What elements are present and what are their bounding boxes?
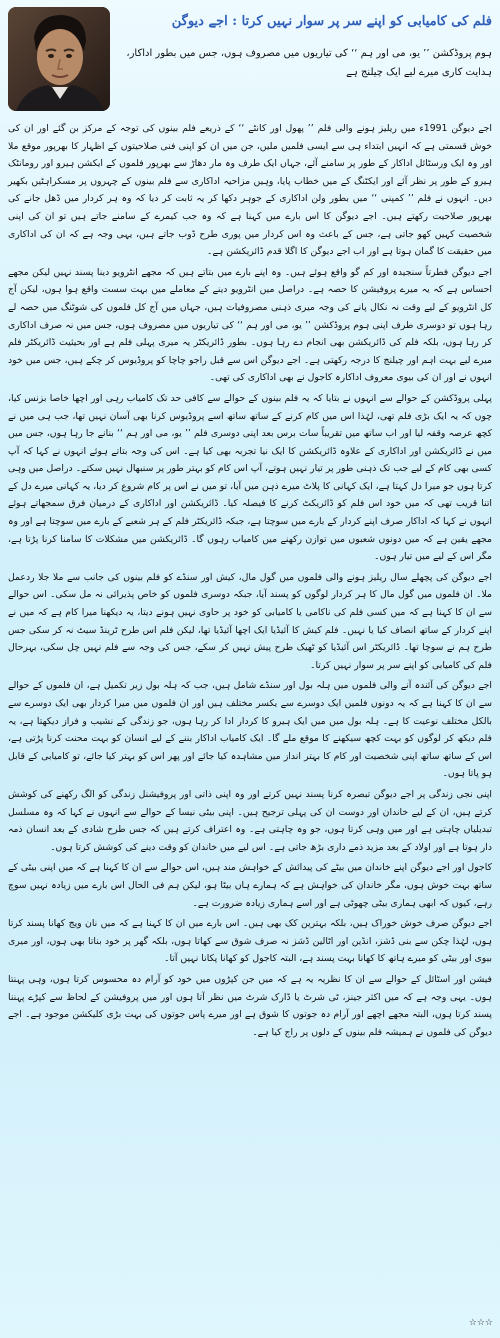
paragraph: اجے دیوگن کی پچھلے سال ریلیز ہونے والی فلموں میں گول مال، کیش اور سنڈے کو فلم بینوں کی جانب سے ملا جلا ردعمل ملا۔ ان فلموں میں گول مال کا ہر کردار لوگوں کو پسند آیا، جبکہ دوسری فلموں کو خاص پذیرائی نہ مل سکی۔ اس حوالے سے ان کا کہنا ہے کہ میں کسی فلم کی ناکامی یا کامیابی کو خود پر حاوی نہیں ہونے دیتا، یہ دیکھنا میرا کام ہے کہ میں نے اپنے کردار کے ساتھ انصاف کیا یا نہیں۔ فلم کیش کا آئیڈیا ایک اچھا آئیڈیا تھا، لیکن فلم اس طرح ٹرینڈ سیٹ نہ کر سکی جس طرح ہم نے سوچا تھا۔ ڈائریکٹر اس آئیڈیا کو ٹھیک طرح پیش نہیں کر سکے، جس کی وجہ سے فلم نہیں چل سکی، بہرحال فلم کی کامیابی کو اپنے سر پر سوار نہیں کرتا۔: [8, 571, 492, 671]
paragraph: فیشن اور اسٹائل کے حوالے سے ان کا نظریہ یہ ہے کہ میں جن کپڑوں میں خود کو آرام دہ محسوس کرتا ہوں، وہی پہنتا ہوں۔ یہی وجہ ہے کہ میں اکثر جینز، ٹی شرٹ یا ڈارک شرٹ میں نظر آتا ہوں اور میں پروفیشن کے لحاظ سے کپڑے پہننا پسند کرتا ہوں، البتہ مجھے اچھے اور آرام دہ جوتوں کا شوق ہے اور میرے پاس جوتوں کی بہت بڑی کلیکشن موجود ہے۔ اجے دیوگن کی فلموں نے ہمیشہ فلم بینوں کے دلوں پر راج کیا ہے۔: [8, 973, 492, 1038]
portrait-illustration: [8, 7, 110, 111]
paragraph: اپنی نجی زندگی پر اجے دیوگن تبصرہ کرنا پسند نہیں کرتے اور وہ اپنی ذاتی اور پروفیشنل زندگی کو الگ رکھنے کی کوشش کرتے ہیں، ان کے لیے خاندان اور دوست ان کی پہلی ترجیح ہیں۔ اپنی بیٹی نیسا کے حوالے سے انہوں نے کہا کہ وہ مسلسل تبدیلیاں چاہتی ہے اور میں وہی کرتا ہوں، جو وہ چاہتی ہے۔ وہ اعتراف کرتے ہیں کہ جس طرح شادی کے بعد انسان ذمہ دار ہوتا ہے اور اولاد کے بعد مزید ذمے داری بڑھ جاتی ہے۔ اس لیے میں خاندان کو وقت دینے کی کوشش کرتا ہوں۔: [8, 788, 492, 853]
article-title: فلم کی کامیابی کو اپنے سر پر سوار نہیں کرتا : اجے دیوگن: [171, 14, 492, 29]
portrait-photo: [8, 7, 110, 111]
paragraph: اجے دیوگن کی آئندہ آنے والی فلموں میں ہلہ بول اور سنڈے شامل ہیں، جب کہ ہلہ بول زیر تکمیل ہے، ان فلموں کے حوالے سے ان کا کہنا ہے کہ یہ دونوں فلمیں ایک دوسرے سے یکسر مختلف ہیں اور ان فلموں میں میرا کردار بھی ایک دوسرے سے بالکل مختلف نوعیت کا ہے۔ ہلہ بول میں میں ایک ہیرو کا کردار ادا کر رہا ہوں، جو زندگی کے نشیب و فراز دیکھتا ہے، یہ فلم دیکھ کر لوگوں کو بہت کچھ سیکھنے کا موقع ملے گا۔ ایک کامیاب اداکار بننے کے لیے انسان کو بہت محنت کرنا پڑتی ہے، اس کے ساتھ ساتھ اپنی شخصیت اور کام کا بہتر انداز میں مشاہدہ کیا جائے اور پھر اس کو بہتر کیا جائے، تو کامیابی کے قابل ہو پاتا ہوں۔: [8, 680, 492, 780]
paragraph: اجے دیوگن 1991ء میں ریلیز ہونے والی فلم ’’ پھول اور کانٹے ‘‘ کے ذریعے فلم بینوں کی توجہ کے مرکز بن گئے اور ان کی خوش قسمتی ہے کہ انہیں ابتداء ہی سے ایسی فلمیں ملیں، جن میں ان کو اپنی فنی صلاحیتوں کے اظہار کا بھرپور موقع ملا اور وہ ایک ورسٹائل اداکار کے طور پر سامنے آئے، جہاں ایک طرف وہ مار دھاڑ سے بھرپور فلموں کے ایکشن ہیرو اور رومانٹک ہیرو کے طور پر نظر آئے اور ایکٹنگ کے میں خطاب پایا، وہیں مزاحیہ اداکاری سے فلم بینوں کے چہروں پر مسکراہٹیں بکھیر دیں۔ انہوں نے فلم ’’ کمپنی ‘‘ میں بطور ولن اداکاری کے جوہر دکھا کر یہ ثابت کر دیا کہ وہ ہر کردار میں ڈھل جانے کی بھرپور صلاحیت رکھتے ہیں۔ اجے دیوگن کا اس بارے میں کہنا ہے کہ وہ جب کیمرے کے سامنے جاتے ہیں تو ان کی اپنی شخصیت کہیں کھو جاتی ہے، جس کے باعث وہ اس کردار میں پوری طرح ڈوب جاتے ہیں، یہی وجہ ہے کہ ان کی اداکاری میں حقیقت کا گمان ہوتا ہے اور اب اجے دیوگن کا اگلا قدم ڈائریکشن ہے۔: [8, 123, 492, 258]
article-body: [8, 120, 492, 1044]
end-mark: ☆☆☆: [468, 1318, 493, 1328]
paragraph: اجے دیوگن صرف خوش خوراک ہیں، بلکہ بہترین کک بھی ہیں۔ اس بارے میں ان کا کہنا ہے کہ میں نان ویج کھانا پسند کرتا ہوں، لہٰذا چکن سے بنی ڈشز، انڈین اور اٹالین ڈشز نہ صرف شوق سے کھاتا ہوں، بلکہ گھر پر خود بناتا بھی ہوں، اور میری بیوی اور بیٹی کو میرے ہاتھ کا کھانا بہت پسند ہے، البتہ کاجول کو کھانا پکانا نہیں آتا۔: [8, 918, 492, 965]
paragraph: پہلی پروڈکشن کے حوالے سے انہوں نے بتایا کہ یہ فلم بینوں کے حوالے سے کافی حد تک کامیاب رہی اور اچھا خاصا بزنس کیا، چوں کہ یہ ایک بڑی فلم تھی، لہٰذا اس میں کام کرنے کے ساتھ ساتھ اسے پروڈیوس کرنا بھی آسان نہیں تھا، جب ہی میں نے کچھ عرصہ وقفہ لیا اور اب ساتھ میں تقریباً سات برس بعد اپنی دوسری فلم ’’ یو، می اور ہم ‘‘ بنانے جا رہا ہوں، جس میں میں نے ڈائریکشن اور اداکاری کے علاوہ ڈائریکشن کا ایک نیا تجربہ بھی کیا ہے۔ اس کی وجہ بتاتے ہوئے انہوں نے کہا کہ آپ کسی بھی کام کے لیے جب تک ذہنی طور پر تیار نہیں ہوتے، آپ اس کام کو بہتر طور پر سنبھال نہیں سکتے۔ دراصل میں وہی کرتا ہوں جو میرا دل کہتا ہے، ایک کہانی کا پلاٹ میرے ذہن میں آیا، تو میں نے اس پر کام شروع کر دیا، یہ کہانی میرے دل کے اتنا قریب تھی کہ میں خود اس فلم کو ڈائریکٹ کرنے کا فیصلہ کیا۔ ڈائریکشن اور اداکاری کے درمیان فرق سمجھاتے ہوئے انہوں نے کہا کہ اداکار صرف اپنے کردار کے بارے میں سوچتا ہے، جبکہ ڈائریکٹر فلم کے ہر شعبے کے بارے میں سوچتا ہے اور وہ مجھے یقین ہے کہ میں دونوں شعبوں میں توازن رکھنے میں کامیاب رہوں گا۔ ڈائریکشن میں مشکلات کا سامنا کرنا پڑتا ہے، مگر اس کے لیے میں تیار ہوں۔: [8, 392, 492, 563]
article-intro: ہوم پروڈکشن ’’ یو، می اور ہم ‘‘ کی تیاریوں میں مصروف ہوں، جس میں بطور اداکار، ہدایت کاری میرے لیے ایک چیلنج ہے: [126, 48, 492, 78]
paragraph: کاجول اور اجے دیوگن اپنے خاندان میں بیٹے کی پیدائش کے خواہش مند ہیں، اس حوالے سے ان کا کہنا ہے کہ میں اپنی بیٹی کے ساتھ بہت خوش ہوں، مگر خاندان کی خواہش ہے کہ ہمارے ہاں بیٹا ہو، لیکن ہم فی الحال اس بارے میں زیادہ نہیں سوچ رہے، کیوں کہ ابھی ہماری بیٹی چھوٹی ہے اور اسے ہماری زیادہ ضرورت ہے۔: [8, 862, 492, 909]
paragraph: اجے دیوگن فطرتاً سنجیدہ اور کم گو واقع ہوئے ہیں۔ وہ اپنے بارے میں بتاتے ہیں کہ مجھے انٹرویو دینا پسند نہیں لیکن مجھے احساس ہے کہ یہ میرے پروفیشن کا حصہ ہے۔ دراصل میں انٹرویو دینے کے معاملے میں بہت سست واقع ہوا ہوں، لیکن آج کل انٹرویو کے لیے وقت نہ نکال پانے کی وجہ میری ذہنی مصروفیات ہیں، جہاں میں آج کل فلموں کی شوٹنگ میں حصہ لے رہا ہوں تو دوسری طرف اپنی ہوم پروڈکشن ’’ یو، می اور ہم ‘‘ کی تیاریوں میں مصروف ہوں، جس میں نہ صرف اداکاری کر رہا ہوں، بلکہ فلم کی ڈائریکشن بھی انجام دے رہا ہوں۔ بطور ڈائریکٹر یہ میری پہلی فلم ہے اور بحیثیت ڈائریکٹر فلم میرے لیے بہت اہم اور چیلنج کا درجہ رکھتی ہے۔ اجے دیوگن اس سے قبل راجو چاچا کو پروڈیوس کر چکے ہیں، جس میں خود انہوں نے اور ان کی بیوی معروف اداکارہ کاجول نے بھی اداکاری کی تھی۔: [8, 266, 492, 384]
